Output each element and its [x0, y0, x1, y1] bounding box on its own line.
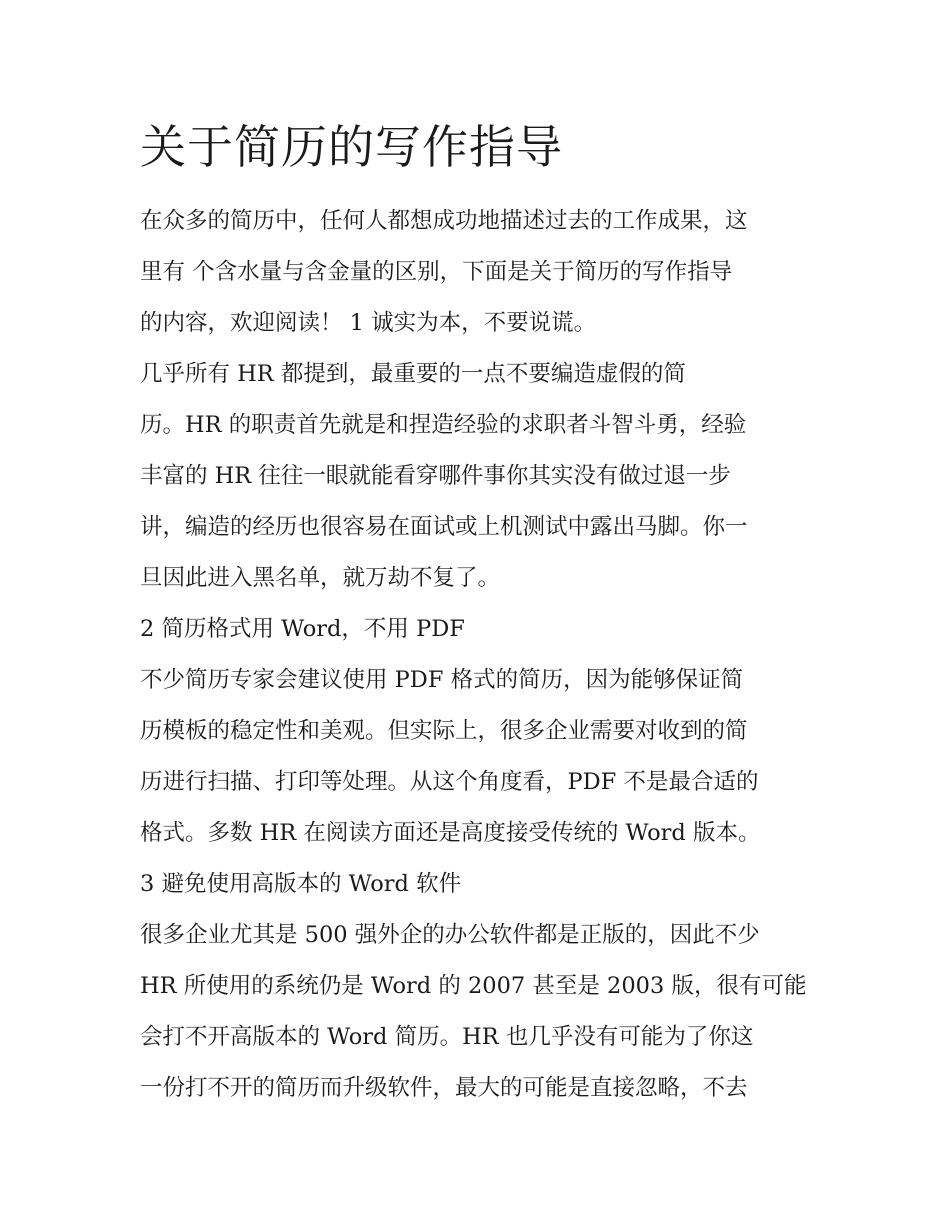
- body-line: 一份打不开的简历而升级软件，最大的可能是直接忽略，不去: [140, 1075, 748, 1101]
- body-line: 历模板的稳定性和美观。但实际上，很多企业需要对收到的简: [140, 718, 748, 744]
- body-line: 讲，编造的经历也很容易在面试或上机测试中露出马脚。你一: [140, 514, 748, 540]
- body-line: 格式。多数 HR 在阅读方面还是高度接受传统的 Word 版本。: [140, 820, 761, 846]
- body-line: 在众多的简历中，任何人都想成功地描述过去的工作成果，这: [140, 208, 748, 234]
- body-line: 丰富的 HR 往往一眼就能看穿哪件事你其实没有做过退一步: [140, 463, 731, 489]
- body-line: HR 所使用的系统仍是 Word 的 2007 甚至是 2003 版，很有可能: [140, 973, 807, 999]
- body-line: 历进行扫描、打印等处理。从这个角度看，PDF 不是最合适的: [140, 769, 759, 795]
- section-heading: 3 避免使用高版本的 Word 软件: [140, 871, 462, 897]
- body-line: 会打不开高版本的 Word 简历。HR 也几乎没有可能为了你这: [140, 1024, 754, 1050]
- body-line: 历。HR 的职责首先就是和捏造经验的求职者斗智斗勇，经验: [140, 412, 747, 438]
- body-line: 不少简历专家会建议使用 PDF 格式的简历，因为能够保证简: [140, 667, 744, 693]
- body-line: 很多企业尤其是 500 强外企的办公软件都是正版的，因此不少: [140, 922, 760, 948]
- body-line: 里有 个含水量与含金量的区别，下面是关于简历的写作指导: [140, 259, 733, 285]
- document-title: 关于简历的写作指导: [140, 120, 563, 174]
- body-line: 的内容，欢迎阅读！ 1 诚实为本，不要说谎。: [140, 310, 597, 336]
- section-heading: 2 简历格式用 Word，不用 PDF: [140, 616, 465, 642]
- body-line: 旦因此进入黑名单，就万劫不复了。: [140, 565, 501, 591]
- body-line: 几乎所有 HR 都提到，最重要的一点不要编造虚假的简: [140, 361, 686, 387]
